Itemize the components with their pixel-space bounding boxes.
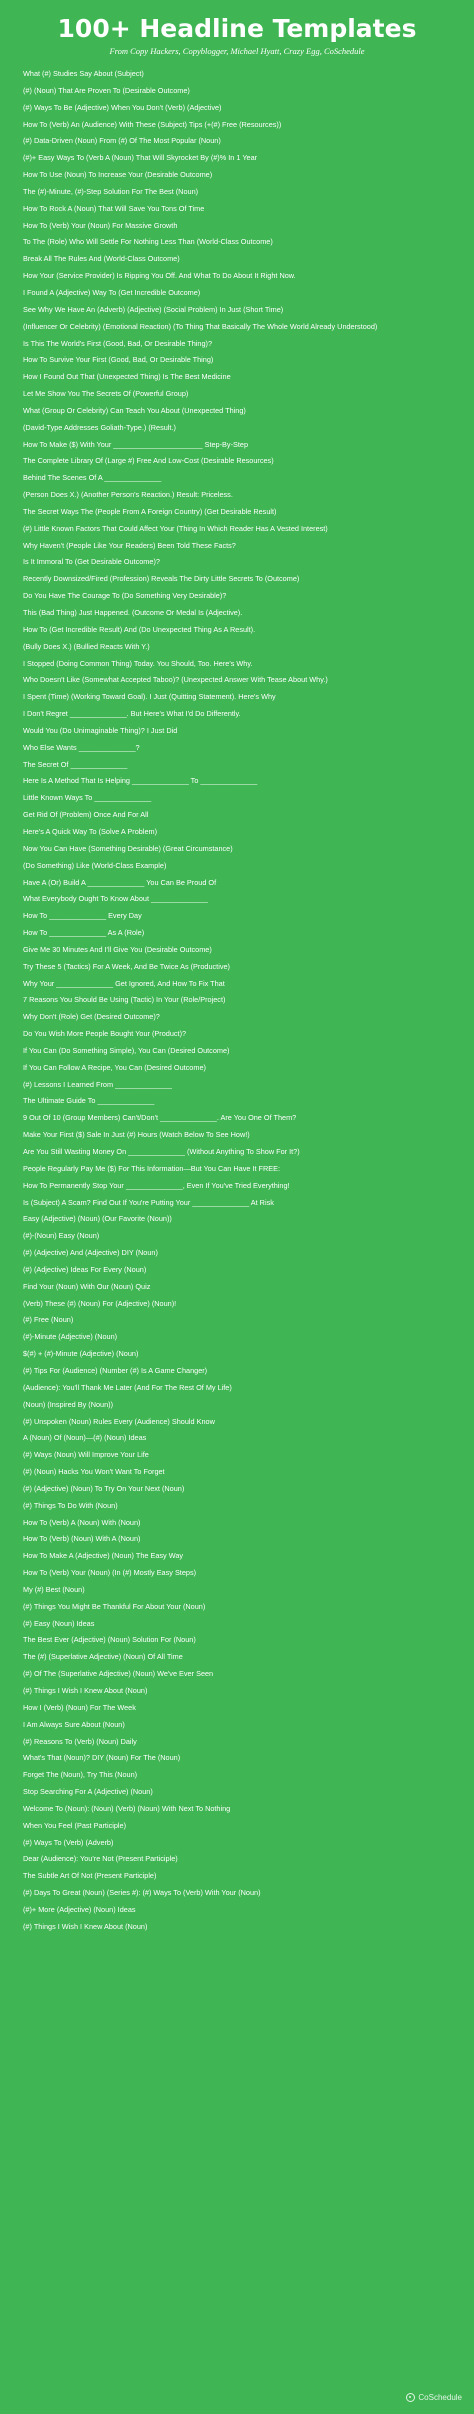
headline-item: (#) Easy (Noun) Ideas [23,1618,95,1628]
headline-item: My (#) Best (Noun) [23,1584,85,1594]
headline-item: How To ______________ Every Day [23,911,142,921]
headline-item: This (Bad Thing) Just Happened. (Outcome Or Medal Is (Adjective). [23,608,243,617]
page-subtitle: From Copy Hackers, Copyblogger, Michael Hyatt, Crazy Egg, CoSchedule [109,46,365,56]
headline-item: 7 Reasons You Should Be Using (Tactic) In Your (Role/Project) [23,995,226,1005]
headline-item: How To Survive Your First (Good, Bad, Or Desirable Thing) [23,355,214,365]
headline-item: Why Haven't (People Like Your Readers) Been Told These Facts? [23,540,236,550]
headline-item: (Person Does X.) (Another Person's Reaction.) Result: Priceless. [23,490,233,500]
headline-item: (#) (Adjective) And (Adjective) DIY (Noun) [23,1248,158,1258]
headline-item: Here Is A Method That Is Helping ______________ To ______________ [23,776,258,786]
headline-item: (#) Things I Wish I Knew About (Noun) [23,1686,148,1695]
headline-item: (#) (Adjective) Ideas For Every (Noun) [23,1264,147,1274]
headline-item: (#) Things I Wish I Knew About (Noun) [23,1921,148,1931]
headline-item: See Why We Have An (Adverb) (Adjective) (Social Problem) In Just (Short Time) [23,304,284,314]
headline-item: How To ______________ As A (Role) [23,928,145,938]
headline-item: People Regularly Pay Me ($) For This Information—But You Can Have It FREE: [23,1163,280,1173]
headline-item: Who Else Wants ______________? [23,742,140,752]
headline-item: How To (Verb) An (Audience) With These (Subject) Tips (+(#) Free (Resources)) [23,119,282,129]
headline-item: What Everybody Ought To Know About ______________ [23,894,208,904]
headline-item: (#) Free (Noun) [23,1315,74,1325]
headline-item: Easy (Adjective) (Noun) (Our Favorite (Noun)) [23,1214,172,1224]
headline-item: (#) (Noun) That Are Proven To (Desirable Outcome) [23,85,190,95]
headline-item: Let Me Show You The Secrets Of (Powerful Group) [23,389,189,399]
headline-item: How I Found Out That (Unexpected Thing) Is The Best Medicine [23,372,231,382]
headline-item: Stop Searching For A (Adjective) (Noun) [23,1787,153,1797]
headline-item: The Complete Library Of (Large #) Free And Low-Cost (Desirable Resources) [23,456,274,466]
headline-item: (#) Ways To Be (Adjective) When You Don't (Verb) (Adjective) [23,102,222,112]
headline-item: (Audience): You'll Thank Me Later (And For The Rest Of My Life) [23,1382,232,1392]
headline-item: (#) (Adjective) (Noun) To Try On Your Next (Noun) [23,1483,185,1493]
headline-item: How To Rock A (Noun) That Will Save You Tons Of Time [23,203,205,213]
headline-item: How Your (Service Provider) Is Ripping You Off. And What To Do About It Right Now. [23,271,296,281]
headline-item: (#) Reasons To (Verb) (Noun) Daily [23,1736,137,1746]
headline-item: I Stopped (Doing Common Thing) Today. You Should, Too. Here's Why. [23,658,253,668]
headline-item: How To (Verb) Your (Noun) For Massive Growth [23,220,178,230]
headline-item: Would You (Do Unimaginable Thing)? I Just Did [23,725,178,735]
headline-item: (#)+ Easy Ways To (Verb A (Noun) That Will Skyrocket By (#)% In 1 Year [23,153,258,163]
headline-item: (#) Ways To (Verb) (Adverb) [23,1837,114,1847]
headline-item: The Ultimate Guide To ______________ [23,1096,155,1106]
headline-item: If You Can (Do Something Simple), You Can (Desired Outcome) [23,1045,230,1055]
headline-item: I Found A (Adjective) Way To (Get Incredible Outcome) [23,287,201,297]
headline-item: Are You Still Wasting Money On ______________ (Without Anything To Show For It?) [23,1147,300,1156]
headline-item: Here's A Quick Way To (Solve A Problem) [23,826,158,836]
headline-item: Forget The (Noun), Try This (Noun) [23,1770,138,1780]
headline-item: I Am Always Sure About (Noun) [23,1719,125,1729]
headline-item: How To Make A (Adjective) (Noun) The Easy Way [23,1551,184,1561]
headline-item: How To (Verb) A (Noun) With (Noun) [23,1517,141,1527]
headline-item: Is (Subject) A Scam? Find Out If You're Putting Your ______________ At Risk [23,1197,274,1207]
headline-item: Do You Have The Courage To (Do Something Very Desirable)? [23,591,227,601]
coschedule-logo-icon [406,2393,415,2402]
headline-item: When You Feel (Past Participle) [23,1820,127,1830]
headline-item: (#) Things To Do With (Noun) [23,1500,118,1510]
headline-item: (#) Days To Great (Noun) (Series #): (#) Ways To (Verb) With Your (Noun) [23,1888,261,1898]
headline-item: The (#) (Superlative Adjective) (Noun) Of All Time [23,1652,183,1662]
headline-item: Is This The World's First (Good, Bad, Or Desirable Thing)? [23,338,213,348]
headline-item: Why Don't (Role) Get (Desired Outcome)? [23,1012,160,1022]
headline-item: Recently Downsized/Fired (Profession) Reveals The Dirty Little Secrets To (Outcome) [23,574,300,584]
headline-item: (#) Tips For (Audience) (Number (#) Is A Game Changer) [23,1365,208,1375]
headline-item: (#) Things You Might Be Thankful For About Your (Noun) [23,1601,206,1611]
headline-item: What's That (Noun)? DIY (Noun) For The (Noun) [23,1753,181,1763]
headline-item: The Subtle Art Of Not (Present Participle) [23,1871,157,1881]
headline-item: (#)-(Noun) Easy (Noun) [23,1231,100,1241]
headline-item: Make Your First ($) Sale In Just (#) Hours (Watch Below To See How!) [23,1130,250,1140]
headline-item: Is It Immoral To (Get Desirable Outcome)? [23,557,160,567]
headline-item: To The (Role) Who Will Settle For Nothing Less Than (World-Class Outcome) [23,237,273,247]
headline-item: The Secret Of ______________ [23,759,128,769]
headline-item: Find Your (Noun) With Our (Noun) Quiz [23,1281,151,1291]
headline-item: (#) Little Known Factors That Could Affect Your (Thing In Which Reader Has A Vested Interest) [23,523,328,533]
headline-item: What (Group Or Celebrity) Can Teach You About (Unexpected Thing) [23,405,246,415]
headline-item: (#) (Noun) Hacks You Won't Want To Forget [23,1467,165,1477]
headline-item: Give Me 30 Minutes And I'll Give You (Desirable Outcome) [23,944,212,954]
headline-item: (David-Type Addresses Goliath-Type.) (Result.) [23,422,176,432]
footer-brand-label: CoSchedule [418,2393,462,2402]
page-title: 100+ Headline Templates [57,14,417,43]
headline-item: How I (Verb) (Noun) For The Week [23,1702,136,1712]
headline-item: (Bully Does X.) (Bullied Reacts With Y.) [23,641,150,651]
headline-item: (Do Something) Like (World-Class Example) [23,860,167,870]
headline-item: (Verb) These (#) (Noun) For (Adjective) (Noun)! [23,1298,177,1308]
headline-item: Get Rid Of (Problem) Once And For All [23,810,149,820]
headline-item: The Secret Ways The (People From A Foreign Country) (Get Desirable Result) [23,506,277,516]
headline-item: How To (Get Incredible Result) And (Do Unexpected Thing As A Result). [23,624,256,634]
headline-item: Dear (Audience): You're Not (Present Participle) [23,1854,178,1864]
headline-item: (#)+ More (Adjective) (Noun) Ideas [23,1904,136,1914]
headline-item: (#) Lessons I Learned From ______________ [23,1079,172,1089]
headline-item: (#) Ways (Noun) Will Improve Your Life [23,1450,149,1460]
headline-item: (#) Unspoken (Noun) Rules Every (Audience) Should Know [23,1416,215,1426]
headline-item: Break All The Rules And (World-Class Outcome) [23,254,180,264]
headline-item: The Best Ever (Adjective) (Noun) Solution For (Noun) [23,1635,196,1645]
headline-item: I Spent (Time) (Working Toward Goal). I Just (Quitting Statement). Here's Why [23,692,276,702]
headline-list [23,67,464,1937]
headline-item: A (Noun) Of (Noun)—(#) (Noun) Ideas [23,1433,147,1443]
headline-item: 9 Out Of 10 (Group Members) Can't/Don't ______________. Are You One Of Them? [23,1113,297,1123]
headline-item: How To Use (Noun) To Increase Your (Desirable Outcome) [23,170,213,180]
headline-item: How To Make ($) With Your ______________________ Step-By-Step [23,439,249,449]
headline-item: Behind The Scenes Of A ______________ [23,473,162,483]
headline-item: (Noun) (Inspired By (Noun)) [23,1399,114,1409]
headline-item: Who Doesn't Like (Somewhat Accepted Taboo)? (Unexpected Answer With Tease About Why.) [23,675,328,685]
headline-item: (Influencer Or Celebrity) (Emotional Reaction) (To Thing That Basically The Whole World Already Understood) [23,321,378,331]
headline-item: Do You Wish More People Bought Your (Product)? [23,1029,187,1039]
headline-item: The (#)-Minute, (#)-Step Solution For The Best (Noun) [23,186,199,196]
headline-item: What (#) Studies Say About (Subject) [23,69,144,78]
headline-item: How To (Verb) (Noun) With A (Noun) [23,1534,141,1544]
headline-item: Have A (Or) Build A ______________ You Can Be Proud Of [23,877,217,887]
headline-item: How To Permanently Stop Your ______________, Even If You've Tried Everything! [23,1180,290,1190]
headline-item: (#) Data-Driven (Noun) From (#) Of The Most Popular (Noun) [23,136,221,146]
headline-item: Welcome To (Noun): (Noun) (Verb) (Noun) With Next To Nothing [23,1803,231,1813]
headline-item: Why Your ______________ Get Ignored, And How To Fix That [23,978,225,988]
headline-item: (#) Of The (Superlative Adjective) (Noun) We've Ever Seen [23,1669,214,1679]
footer-brand [406,2393,462,2402]
headline-item: If You Can Follow A Recipe, You Can (Desired Outcome) [23,1062,206,1072]
headline-item: I Don't Regret ______________. But Here's What I'd Do Differently. [23,709,241,719]
headline-item: How To (Verb) Your (Noun) (In (#) Mostly Easy Steps) [23,1568,197,1578]
headline-item: Now You Can Have (Something Desirable) (Great Circumstance) [23,843,233,853]
headline-item: (#)-Minute (Adjective) (Noun) [23,1332,118,1342]
headline-item: Little Known Ways To ______________ [23,793,152,803]
headline-item: Try These 5 (Tactics) For A Week, And Be Twice As (Productive) [23,961,230,971]
headline-item: $(#) + (#)-Minute (Adjective) (Noun) [23,1349,139,1359]
